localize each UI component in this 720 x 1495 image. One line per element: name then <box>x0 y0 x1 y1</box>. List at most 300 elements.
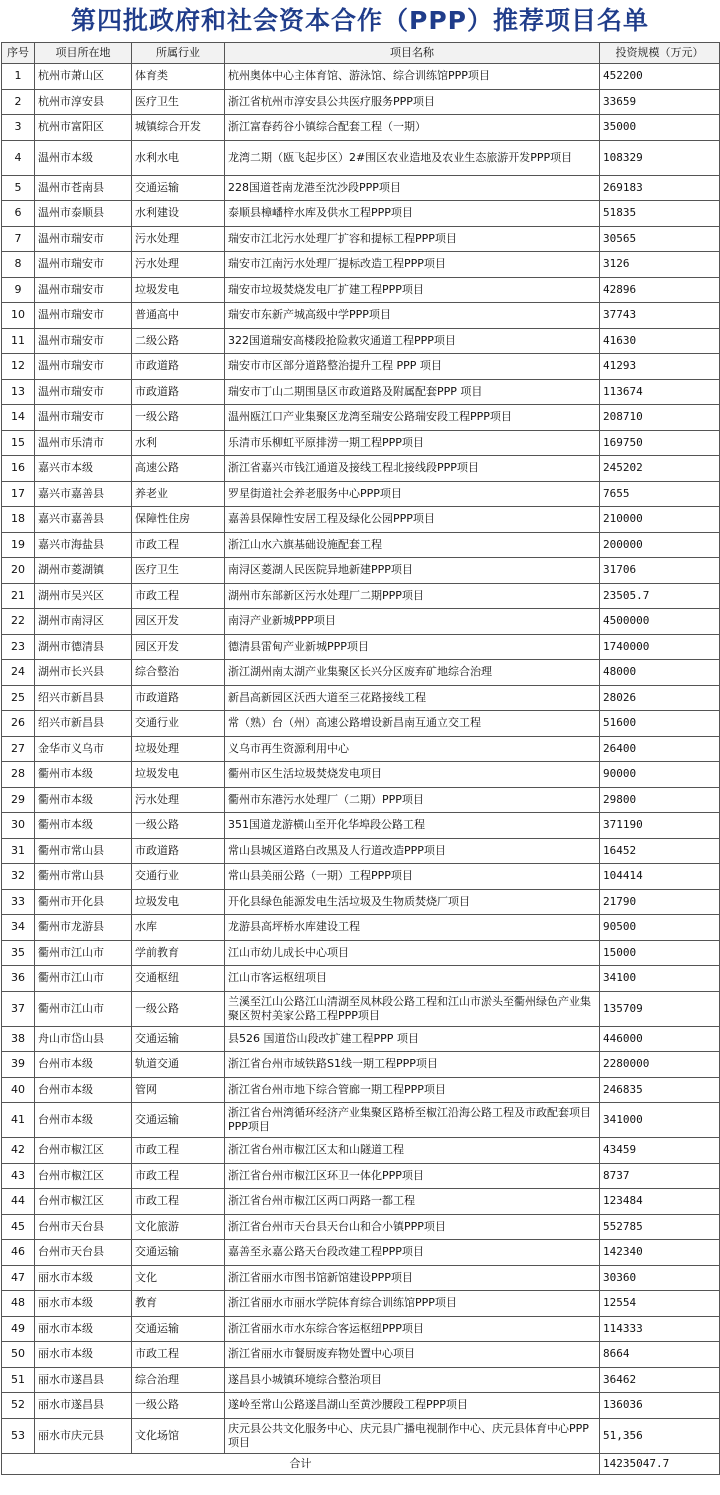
cell-investment: 34100 <box>600 966 720 992</box>
cell-industry: 一级公路 <box>132 405 225 431</box>
cell-industry: 污水处理 <box>132 787 225 813</box>
cell-location: 杭州市富阳区 <box>35 115 132 141</box>
cell-location: 衢州市本级 <box>35 787 132 813</box>
cell-investment: 30565 <box>600 226 720 252</box>
cell-investment: 208710 <box>600 405 720 431</box>
total-value: 14235047.7 <box>600 1453 720 1474</box>
cell-industry: 交通行业 <box>132 711 225 737</box>
cell-industry: 学前教育 <box>132 940 225 966</box>
cell-investment: 29800 <box>600 787 720 813</box>
cell-industry: 市政工程 <box>132 532 225 558</box>
cell-location: 衢州市江山市 <box>35 966 132 992</box>
table-row <box>2 609 720 635</box>
cell-industry: 水利 <box>132 430 225 456</box>
cell-investment: 41630 <box>600 328 720 354</box>
cell-location: 台州市本级 <box>35 1103 132 1138</box>
cell-index: 2 <box>2 89 35 115</box>
cell-project-name: 浙江省丽水市水东综合客运枢纽PPP项目 <box>225 1316 600 1342</box>
cell-location: 温州市苍南县 <box>35 175 132 201</box>
cell-location: 丽水市本级 <box>35 1291 132 1317</box>
cell-index: 30 <box>2 813 35 839</box>
cell-industry: 市政道路 <box>132 354 225 380</box>
table-row <box>2 1163 720 1189</box>
table-row <box>2 1138 720 1164</box>
cell-industry: 综合治理 <box>132 1367 225 1393</box>
cell-investment: 2280000 <box>600 1052 720 1078</box>
cell-investment: 28026 <box>600 685 720 711</box>
cell-project-name: 南浔区菱湖人民医院异地新建PPP项目 <box>225 558 600 584</box>
cell-industry: 市政工程 <box>132 1342 225 1368</box>
cell-location: 嘉兴市嘉善县 <box>35 481 132 507</box>
cell-index: 49 <box>2 1316 35 1342</box>
cell-project-name: 瑞安市江北污水处理厂扩容和提标工程PPP项目 <box>225 226 600 252</box>
cell-project-name: 南浔产业新城PPP项目 <box>225 609 600 635</box>
cell-investment: 452200 <box>600 64 720 90</box>
cell-index: 12 <box>2 354 35 380</box>
cell-industry: 交通运输 <box>132 175 225 201</box>
table-row <box>2 1077 720 1103</box>
cell-investment: 200000 <box>600 532 720 558</box>
cell-location: 湖州市长兴县 <box>35 660 132 686</box>
cell-industry: 交通运输 <box>132 1240 225 1266</box>
table-row <box>2 966 720 992</box>
column-header-location: 项目所在地 <box>35 43 132 64</box>
table-row <box>2 583 720 609</box>
cell-index: 53 <box>2 1418 35 1453</box>
cell-project-name: 浙江省嘉兴市钱江通道及接线工程北接线段PPP项目 <box>225 456 600 482</box>
cell-project-name: 228国道苍南龙港至沈沙段PPP项目 <box>225 175 600 201</box>
cell-industry: 污水处理 <box>132 252 225 278</box>
cell-index: 37 <box>2 991 35 1026</box>
cell-industry: 市政工程 <box>132 1138 225 1164</box>
cell-project-name: 温州瓯江口产业集聚区龙湾至瑞安公路瑞安段工程PPP项目 <box>225 405 600 431</box>
cell-index: 16 <box>2 456 35 482</box>
table-row <box>2 1393 720 1419</box>
cell-index: 46 <box>2 1240 35 1266</box>
cell-industry: 市政道路 <box>132 838 225 864</box>
cell-investment: 3126 <box>600 252 720 278</box>
table-row <box>2 864 720 890</box>
cell-investment: 35000 <box>600 115 720 141</box>
cell-index: 7 <box>2 226 35 252</box>
cell-investment: 1740000 <box>600 634 720 660</box>
table-row <box>2 1026 720 1052</box>
column-header-index: 序号 <box>2 43 35 64</box>
table-row <box>2 456 720 482</box>
table-row <box>2 1265 720 1291</box>
table-row <box>2 201 720 227</box>
cell-index: 51 <box>2 1367 35 1393</box>
cell-industry: 一级公路 <box>132 813 225 839</box>
cell-index: 19 <box>2 532 35 558</box>
table-row <box>2 354 720 380</box>
table-row <box>2 379 720 405</box>
cell-location: 衢州市开化县 <box>35 889 132 915</box>
cell-index: 6 <box>2 201 35 227</box>
cell-investment: 23505.7 <box>600 583 720 609</box>
cell-industry: 垃圾处理 <box>132 736 225 762</box>
cell-index: 39 <box>2 1052 35 1078</box>
cell-investment: 26400 <box>600 736 720 762</box>
cell-industry: 市政工程 <box>132 1163 225 1189</box>
cell-industry: 交通行业 <box>132 864 225 890</box>
cell-location: 丽水市本级 <box>35 1342 132 1368</box>
table-row <box>2 1418 720 1453</box>
table-row <box>2 303 720 329</box>
cell-investment: 123484 <box>600 1189 720 1215</box>
cell-investment: 12554 <box>600 1291 720 1317</box>
cell-location: 温州市瑞安市 <box>35 226 132 252</box>
table-row <box>2 762 720 788</box>
cell-project-name: 开化县绿色能源发电生活垃圾及生物质焚烧厂项目 <box>225 889 600 915</box>
cell-industry: 园区开发 <box>132 634 225 660</box>
cell-industry: 医疗卫生 <box>132 558 225 584</box>
table-row <box>2 558 720 584</box>
cell-project-name: 常山县城区道路白改黑及人行道改造PPP项目 <box>225 838 600 864</box>
cell-industry: 交通枢纽 <box>132 966 225 992</box>
cell-project-name: 庆元县公共文化服务中心、庆元县广播电视制作中心、庆元县体育中心PPP项目 <box>225 1418 600 1453</box>
cell-index: 29 <box>2 787 35 813</box>
cell-location: 温州市瑞安市 <box>35 252 132 278</box>
table-row <box>2 252 720 278</box>
cell-industry: 交通运输 <box>132 1316 225 1342</box>
table-row <box>2 507 720 533</box>
cell-location: 台州市本级 <box>35 1077 132 1103</box>
cell-investment: 31706 <box>600 558 720 584</box>
cell-investment: 51,356 <box>600 1418 720 1453</box>
cell-investment: 8737 <box>600 1163 720 1189</box>
cell-investment: 16452 <box>600 838 720 864</box>
cell-investment: 135709 <box>600 991 720 1026</box>
cell-industry: 文化旅游 <box>132 1214 225 1240</box>
cell-investment: 43459 <box>600 1138 720 1164</box>
cell-index: 11 <box>2 328 35 354</box>
cell-investment: 446000 <box>600 1026 720 1052</box>
cell-industry: 普通高中 <box>132 303 225 329</box>
cell-investment: 90500 <box>600 915 720 941</box>
table-row <box>2 226 720 252</box>
cell-index: 38 <box>2 1026 35 1052</box>
cell-location: 衢州市本级 <box>35 762 132 788</box>
cell-project-name: 浙江省台州市天台县天台山和合小镇PPP项目 <box>225 1214 600 1240</box>
cell-location: 温州市瑞安市 <box>35 328 132 354</box>
table-row <box>2 89 720 115</box>
cell-location: 台州市椒江区 <box>35 1189 132 1215</box>
table-row <box>2 140 720 175</box>
cell-investment: 30360 <box>600 1265 720 1291</box>
cell-investment: 210000 <box>600 507 720 533</box>
table-row <box>2 1052 720 1078</box>
cell-index: 9 <box>2 277 35 303</box>
cell-index: 5 <box>2 175 35 201</box>
cell-industry: 水利建设 <box>132 201 225 227</box>
cell-industry: 市政道路 <box>132 379 225 405</box>
cell-investment: 15000 <box>600 940 720 966</box>
cell-location: 温州市乐清市 <box>35 430 132 456</box>
cell-index: 35 <box>2 940 35 966</box>
table-body <box>2 64 720 1454</box>
cell-location: 杭州市淳安县 <box>35 89 132 115</box>
cell-project-name: 浙江山水六旗基础设施配套工程 <box>225 532 600 558</box>
cell-location: 湖州市德清县 <box>35 634 132 660</box>
cell-industry: 园区开发 <box>132 609 225 635</box>
cell-project-name: 龙游县高坪桥水库建设工程 <box>225 915 600 941</box>
cell-industry: 高速公路 <box>132 456 225 482</box>
cell-investment: 269183 <box>600 175 720 201</box>
project-table <box>1 42 720 1475</box>
cell-investment: 341000 <box>600 1103 720 1138</box>
cell-location: 台州市天台县 <box>35 1240 132 1266</box>
total-row <box>2 1453 720 1474</box>
cell-investment: 37743 <box>600 303 720 329</box>
table-row <box>2 813 720 839</box>
cell-investment: 41293 <box>600 354 720 380</box>
cell-project-name: 县526 国道岱山段改扩建工程PPP 项目 <box>225 1026 600 1052</box>
table-row <box>2 1367 720 1393</box>
cell-location: 嘉兴市本级 <box>35 456 132 482</box>
cell-project-name: 衢州市东港污水处理厂（二期）PPP项目 <box>225 787 600 813</box>
cell-industry: 保障性住房 <box>132 507 225 533</box>
cell-location: 舟山市岱山县 <box>35 1026 132 1052</box>
table-row <box>2 889 720 915</box>
table-row <box>2 1214 720 1240</box>
cell-project-name: 遂昌县小城镇环境综合整治项目 <box>225 1367 600 1393</box>
cell-location: 湖州市南浔区 <box>35 609 132 635</box>
cell-index: 22 <box>2 609 35 635</box>
cell-industry: 文化 <box>132 1265 225 1291</box>
cell-index: 24 <box>2 660 35 686</box>
cell-index: 34 <box>2 915 35 941</box>
cell-investment: 371190 <box>600 813 720 839</box>
cell-index: 43 <box>2 1163 35 1189</box>
cell-project-name: 兰溪至江山公路江山清湖至凤林段公路工程和江山市淤头至衢州绿色产业集聚区贺村美家公路工程PPP项目 <box>225 991 600 1026</box>
cell-investment: 90000 <box>600 762 720 788</box>
cell-location: 湖州市菱湖镇 <box>35 558 132 584</box>
table-row <box>2 634 720 660</box>
cell-location: 台州市本级 <box>35 1052 132 1078</box>
table-row <box>2 991 720 1026</box>
cell-industry: 体育类 <box>132 64 225 90</box>
cell-project-name: 351国道龙游横山至开化华埠段公路工程 <box>225 813 600 839</box>
table-row <box>2 1103 720 1138</box>
cell-index: 13 <box>2 379 35 405</box>
cell-index: 42 <box>2 1138 35 1164</box>
cell-project-name: 江山市幼儿成长中心项目 <box>225 940 600 966</box>
cell-industry: 水库 <box>132 915 225 941</box>
cell-project-name: 浙江省台州市椒江区太和山隧道工程 <box>225 1138 600 1164</box>
cell-index: 8 <box>2 252 35 278</box>
cell-project-name: 衢州市区生活垃圾焚烧发电项目 <box>225 762 600 788</box>
cell-industry: 市政工程 <box>132 1189 225 1215</box>
cell-investment: 48000 <box>600 660 720 686</box>
page-title: 第四批政府和社会资本合作（PPP）推荐项目名单 <box>71 6 649 35</box>
total-label: 合计 <box>2 1453 600 1474</box>
cell-investment: 142340 <box>600 1240 720 1266</box>
table-row <box>2 1189 720 1215</box>
cell-industry: 轨道交通 <box>132 1052 225 1078</box>
cell-location: 丽水市庆元县 <box>35 1418 132 1453</box>
cell-project-name: 322国道瑞安高楼段抢险救灾通道工程PPP项目 <box>225 328 600 354</box>
cell-index: 17 <box>2 481 35 507</box>
cell-index: 25 <box>2 685 35 711</box>
cell-location: 嘉兴市嘉善县 <box>35 507 132 533</box>
cell-project-name: 浙江省台州市椒江区环卫一体化PPP项目 <box>225 1163 600 1189</box>
cell-index: 4 <box>2 140 35 175</box>
cell-index: 36 <box>2 966 35 992</box>
cell-investment: 552785 <box>600 1214 720 1240</box>
cell-industry: 垃圾发电 <box>132 277 225 303</box>
column-header-industry: 所属行业 <box>132 43 225 64</box>
cell-investment: 169750 <box>600 430 720 456</box>
table-row <box>2 1240 720 1266</box>
cell-project-name: 德清县雷甸产业新城PPP项目 <box>225 634 600 660</box>
cell-index: 28 <box>2 762 35 788</box>
cell-project-name: 泰顺县樟嶓梓水库及供水工程PPP项目 <box>225 201 600 227</box>
cell-investment: 4500000 <box>600 609 720 635</box>
cell-project-name: 湖州市东部新区污水处理厂二期PPP项目 <box>225 583 600 609</box>
table-row <box>2 711 720 737</box>
cell-location: 湖州市吴兴区 <box>35 583 132 609</box>
cell-project-name: 瑞安市江南污水处理厂提标改造工程PPP项目 <box>225 252 600 278</box>
cell-location: 杭州市萧山区 <box>35 64 132 90</box>
cell-location: 绍兴市新昌县 <box>35 711 132 737</box>
cell-location: 温州市瑞安市 <box>35 405 132 431</box>
cell-industry: 教育 <box>132 1291 225 1317</box>
cell-index: 15 <box>2 430 35 456</box>
cell-project-name: 瑞安市市区部分道路整治提升工程 PPP 项目 <box>225 354 600 380</box>
cell-index: 31 <box>2 838 35 864</box>
cell-investment: 245202 <box>600 456 720 482</box>
cell-industry: 综合整治 <box>132 660 225 686</box>
table-row <box>2 1342 720 1368</box>
cell-investment: 108329 <box>600 140 720 175</box>
cell-index: 21 <box>2 583 35 609</box>
cell-project-name: 嘉善至永嘉公路天台段改建工程PPP项目 <box>225 1240 600 1266</box>
table-row <box>2 1291 720 1317</box>
cell-index: 48 <box>2 1291 35 1317</box>
cell-index: 50 <box>2 1342 35 1368</box>
cell-investment: 51835 <box>600 201 720 227</box>
cell-project-name: 浙江省台州市域铁路S1线一期工程PPP项目 <box>225 1052 600 1078</box>
cell-project-name: 遂岭至常山公路遂昌湖山至黄沙腰段工程PPP项目 <box>225 1393 600 1419</box>
table-row <box>2 940 720 966</box>
cell-index: 27 <box>2 736 35 762</box>
cell-investment: 136036 <box>600 1393 720 1419</box>
table-row <box>2 430 720 456</box>
cell-index: 41 <box>2 1103 35 1138</box>
cell-project-name: 罗星街道社会养老服务中心PPP项目 <box>225 481 600 507</box>
cell-industry: 垃圾发电 <box>132 889 225 915</box>
cell-project-name: 江山市客运枢纽项目 <box>225 966 600 992</box>
cell-index: 10 <box>2 303 35 329</box>
cell-index: 52 <box>2 1393 35 1419</box>
cell-index: 14 <box>2 405 35 431</box>
cell-location: 衢州市江山市 <box>35 991 132 1026</box>
cell-industry: 垃圾发电 <box>132 762 225 788</box>
table-row <box>2 328 720 354</box>
cell-location: 温州市瑞安市 <box>35 277 132 303</box>
cell-project-name: 浙江省丽水市丽水学院体育综合训练馆PPP项目 <box>225 1291 600 1317</box>
cell-project-name: 浙江省丽水市餐厨废弃物处置中心项目 <box>225 1342 600 1368</box>
cell-investment: 21790 <box>600 889 720 915</box>
table-row <box>2 838 720 864</box>
cell-index: 45 <box>2 1214 35 1240</box>
cell-project-name: 浙江省台州市地下综合管廊一期工程PPP项目 <box>225 1077 600 1103</box>
table-row <box>2 1316 720 1342</box>
cell-project-name: 浙江省台州湾循环经济产业集聚区路桥至椒江沿海公路工程及市政配套项目PPP项目 <box>225 1103 600 1138</box>
cell-index: 32 <box>2 864 35 890</box>
table-row <box>2 175 720 201</box>
cell-location: 衢州市江山市 <box>35 940 132 966</box>
table-header-row <box>2 43 720 64</box>
cell-location: 台州市椒江区 <box>35 1163 132 1189</box>
cell-project-name: 常（熟）台（州）高速公路增设新昌南互通立交工程 <box>225 711 600 737</box>
cell-location: 金华市义乌市 <box>35 736 132 762</box>
cell-investment: 104414 <box>600 864 720 890</box>
cell-location: 温州市瑞安市 <box>35 303 132 329</box>
cell-investment: 36462 <box>600 1367 720 1393</box>
cell-index: 47 <box>2 1265 35 1291</box>
cell-project-name: 杭州奥体中心主体育馆、游泳馆、综合训练馆PPP项目 <box>225 64 600 90</box>
cell-location: 绍兴市新昌县 <box>35 685 132 711</box>
table-row <box>2 64 720 90</box>
table-row <box>2 787 720 813</box>
cell-project-name: 瑞安市垃圾焚烧发电厂扩建工程PPP项目 <box>225 277 600 303</box>
cell-location: 丽水市本级 <box>35 1316 132 1342</box>
cell-project-name: 浙江富春药谷小镇综合配套工程（一期） <box>225 115 600 141</box>
column-header-project-name: 项目名称 <box>225 43 600 64</box>
cell-investment: 42896 <box>600 277 720 303</box>
cell-index: 18 <box>2 507 35 533</box>
cell-location: 衢州市常山县 <box>35 864 132 890</box>
column-header-investment: 投资规模（万元） <box>600 43 720 64</box>
cell-location: 台州市天台县 <box>35 1214 132 1240</box>
cell-industry: 水利水电 <box>132 140 225 175</box>
cell-industry: 文化场馆 <box>132 1418 225 1453</box>
cell-investment: 246835 <box>600 1077 720 1103</box>
cell-location: 衢州市龙游县 <box>35 915 132 941</box>
cell-project-name: 嘉善县保障性安居工程及绿化公园PPP项目 <box>225 507 600 533</box>
cell-index: 23 <box>2 634 35 660</box>
table-row <box>2 405 720 431</box>
table-row <box>2 736 720 762</box>
cell-location: 温州市瑞安市 <box>35 379 132 405</box>
cell-location: 衢州市常山县 <box>35 838 132 864</box>
cell-location: 温州市泰顺县 <box>35 201 132 227</box>
cell-index: 40 <box>2 1077 35 1103</box>
cell-project-name: 瑞安市丁山二期围垦区市政道路及附属配套PPP 项目 <box>225 379 600 405</box>
cell-investment: 7655 <box>600 481 720 507</box>
cell-location: 嘉兴市海盐县 <box>35 532 132 558</box>
cell-industry: 一级公路 <box>132 991 225 1026</box>
cell-index: 3 <box>2 115 35 141</box>
cell-project-name: 义乌市再生资源利用中心 <box>225 736 600 762</box>
cell-investment: 51600 <box>600 711 720 737</box>
cell-industry: 医疗卫生 <box>132 89 225 115</box>
cell-project-name: 浙江省台州市椒江区两口两路一都工程 <box>225 1189 600 1215</box>
cell-location: 丽水市遂昌县 <box>35 1393 132 1419</box>
cell-industry: 市政工程 <box>132 583 225 609</box>
table-row <box>2 915 720 941</box>
table-row <box>2 532 720 558</box>
cell-industry: 市政道路 <box>132 685 225 711</box>
cell-project-name: 浙江湖州南太湖产业集聚区长兴分区废弃矿地综合治理 <box>225 660 600 686</box>
table-row <box>2 481 720 507</box>
cell-investment: 33659 <box>600 89 720 115</box>
table-row <box>2 685 720 711</box>
cell-location: 衢州市本级 <box>35 813 132 839</box>
cell-index: 33 <box>2 889 35 915</box>
